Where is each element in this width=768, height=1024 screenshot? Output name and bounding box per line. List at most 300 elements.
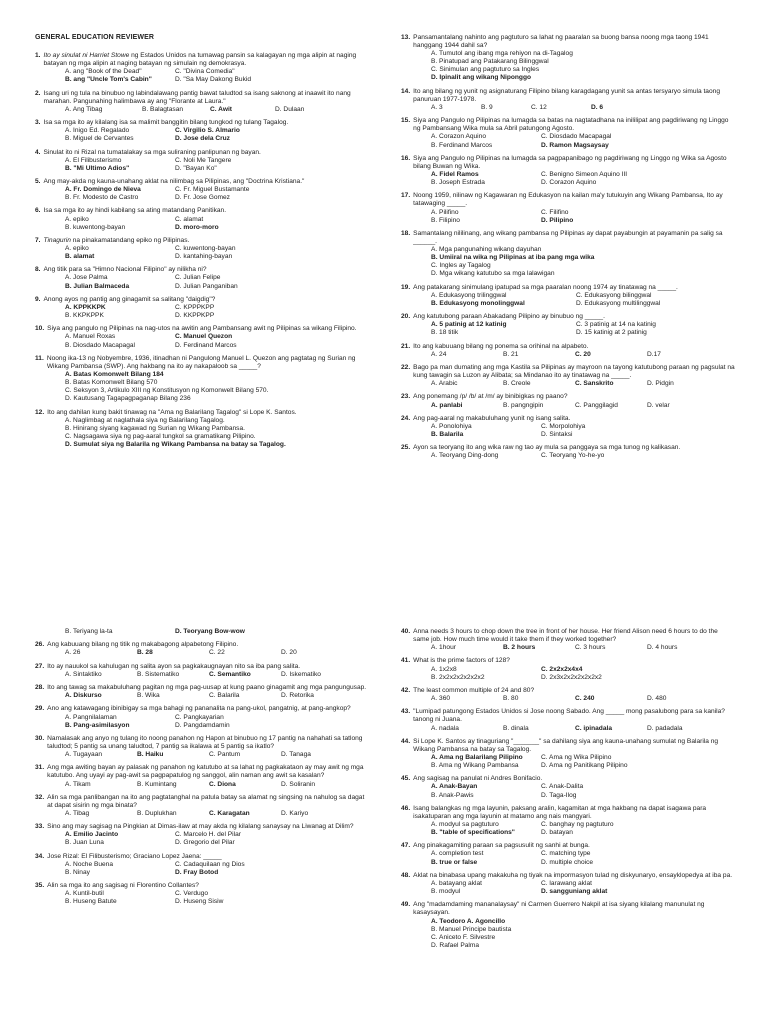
- question-number: 4.: [35, 148, 41, 156]
- choice-row: [65, 869, 369, 877]
- question-number: 31.: [35, 764, 45, 772]
- question-text-segment: na pinakamatandang epiko ng Pilipinas.: [70, 236, 190, 244]
- question-text: [47, 684, 369, 692]
- choices: [401, 50, 735, 82]
- choice-option: C. "Divina Comedia": [175, 68, 235, 76]
- question-stem: [35, 325, 369, 333]
- question-item: [35, 794, 369, 818]
- question-text-segment: Ito ay nauukol sa kahulugan ng salita ayon sa pagkakaugnayan nito sa iba pang salita.: [47, 662, 301, 670]
- choice-option: B. Duplukhan: [137, 810, 177, 817]
- choice-option: D. "Bayan Ko": [175, 164, 217, 172]
- question-text-segment: Ang titik para sa "Himno Nacional Filipino" ay nilikha ni?: [43, 266, 207, 274]
- choice-row: [65, 106, 369, 114]
- question-text: [413, 393, 735, 401]
- choice-option: B. Miguel de Cervantes: [65, 135, 134, 143]
- choice-row: [65, 417, 369, 425]
- question-text-segment: Ang ponemang /p/ /b/ at /m/ ay binibigkas ng paano?: [413, 393, 568, 401]
- choice-row: [431, 695, 735, 703]
- choice-option: D. Sintaksi: [541, 431, 573, 438]
- choice-option: D. Edukasyong multilinggwal: [576, 299, 661, 307]
- choice-option: D. Taga-Ilog: [541, 791, 577, 799]
- question-text: [44, 149, 370, 157]
- choice-option: D.17: [647, 350, 661, 358]
- choice-option: B. Hinirang siyang kagawad ng Surian ng Wikang Pambansa.: [65, 424, 245, 432]
- choice-option: A. Jose Palma: [65, 274, 108, 282]
- question-text: [44, 90, 370, 106]
- choice-row: [65, 76, 369, 84]
- question-stem: [401, 872, 735, 880]
- question-number: 15.: [401, 117, 411, 125]
- choice-option: D. "Sa May Dakong Bukid: [175, 76, 252, 84]
- choice-row: [65, 649, 369, 657]
- choice-row: [431, 423, 735, 431]
- choice-option: C. Fr. Miguel Bustamante: [175, 186, 250, 194]
- question-text-segment: Ang pag-aaral ng makabuluhang yunit ng isang salita.: [413, 414, 571, 422]
- question-item: [401, 628, 735, 652]
- question-stem: [35, 178, 369, 186]
- choice-option: A. Corazon Aquino: [431, 133, 486, 141]
- choice-option: C. Nagsagawa siya ng pag-aaral tungkol sa gramatikang Pilipino.: [65, 432, 256, 440]
- question-number: 24.: [401, 414, 411, 422]
- choice-option: C. Filifino: [541, 208, 569, 216]
- choice-option: C. Ama ng Wika Pilipino: [541, 753, 612, 761]
- choice-option: D. Corazon Aquino: [541, 179, 597, 187]
- choice-option: C. Teoryang Yo-he-yo: [541, 452, 605, 460]
- question-stem: [401, 738, 735, 754]
- choice-option: A. modyul sa pagtuturo: [431, 821, 499, 828]
- choice-option: B. 28: [137, 649, 153, 657]
- choice-option: A. Anak-Bayan: [431, 783, 478, 791]
- choices: [401, 402, 735, 410]
- choice-option: D. Gregorio del Pilar: [175, 839, 235, 847]
- question-text: [44, 178, 370, 186]
- question-text: [413, 364, 735, 380]
- question-stem: [35, 794, 369, 810]
- choice-option: A. Emilio Jacinto: [65, 831, 119, 839]
- choice-option: B. Fr. Modesto de Castro: [65, 194, 139, 202]
- question-item: [401, 343, 735, 359]
- choice-option: B. Anak-Pawis: [431, 791, 474, 799]
- question-text: [413, 775, 735, 783]
- choice-row: [65, 245, 369, 253]
- choice-row: [431, 644, 735, 652]
- choices: [401, 209, 735, 225]
- choice-option: A. 3: [431, 103, 443, 111]
- question-text-segment: Aklat na binabasa upang makakuha ng tiyak na impormasyon tulad ng diskyunaryo, ensayklopedya at iba pa.: [413, 871, 733, 879]
- choice-option: B. Creole: [503, 380, 531, 388]
- question-number: 13.: [401, 34, 411, 41]
- choice-option: B. Diosdado Macapagal: [65, 341, 136, 349]
- choice-option: A. nadala: [431, 724, 459, 732]
- question-text-segment: Ang pinakagamiting paraan sa pagsusulit ng sanhi at bunga.: [413, 842, 590, 850]
- choice-row: [431, 934, 735, 942]
- question-text-segment: Anong ayos ng pantig ang ginagamit sa salitang "daigdig"?: [43, 295, 216, 303]
- question-stem: [35, 882, 369, 890]
- question-stem: [35, 663, 369, 671]
- choice-option: B. Ama ng Wikang Pambansa: [431, 762, 519, 770]
- choices: [401, 104, 735, 112]
- choice-row: [431, 104, 735, 112]
- choice-option: B. "Mi Ultimo Adios": [65, 164, 130, 172]
- question-stem: [401, 842, 735, 850]
- question-stem: [401, 657, 735, 665]
- question-stem: [401, 155, 735, 171]
- choice-option: B. Teriyang la-ta: [65, 628, 113, 635]
- choice-option: C. Marcelo H. del Pilar: [175, 831, 241, 839]
- choices: [401, 321, 735, 337]
- choice-option: D. sangguniang aklat: [541, 888, 608, 896]
- column-bottom-right: [401, 628, 735, 955]
- choice-option: B. Pang-asimilasyon: [65, 721, 130, 729]
- question-text: [413, 284, 735, 292]
- choice-option: A. Tumutol ang ibang mga rehiyon na di-Tagalog: [431, 50, 573, 58]
- choice-option: D. Pilipino: [541, 216, 574, 224]
- question-text-segment: Bago pa man dumating ang mga Kastila sa Pilipinas ay mayroon na tayong katutubong paraan ng pagsulat na kung tawagin sa Luzon ay Alibata; sa Mindanao ito ay tinatawag na _____.: [413, 363, 735, 380]
- question-stem: [401, 775, 735, 783]
- question-text: [413, 708, 735, 724]
- choice-option: A. Tibag: [65, 810, 90, 817]
- choice-option: A. Fidel Ramos: [431, 170, 479, 178]
- choice-option: C. Seksyon 3, Artikulo XIII ng Konstitusyon ng Komonwelt Bilang 570.: [65, 387, 269, 395]
- question-text: [413, 842, 735, 850]
- choice-row: [431, 351, 735, 359]
- question-stem: [35, 355, 369, 371]
- choice-option: C. 3 patinig at 14 na katinig: [576, 321, 656, 329]
- question-text-segment: Jose Rizal: El Filibusterismo; Graciano Lopez Jaena: _____: [47, 852, 222, 860]
- question-stem: [401, 117, 735, 133]
- choice-option: A. Tikam: [65, 780, 91, 788]
- column-top-left: [35, 52, 369, 454]
- question-number: 2.: [35, 89, 41, 97]
- choice-row: [65, 194, 369, 202]
- question-stem: [401, 230, 735, 246]
- question-number: 48.: [401, 871, 411, 879]
- question-text: [44, 207, 370, 215]
- question-text: [47, 663, 369, 671]
- question-text-segment: Sino ang may sagisag na Pingkian at Dimas-ilaw at may akda ng kilalang sanaysay na Liwanag at Dilim?: [47, 823, 354, 831]
- choices: [35, 304, 369, 320]
- choice-option: B. 9: [481, 103, 493, 111]
- choice-option: C. 12: [531, 103, 547, 111]
- question-stem: [401, 628, 735, 644]
- question-number: 8.: [35, 266, 41, 274]
- choices: [401, 380, 735, 388]
- question-item: [401, 738, 735, 770]
- question-text: [47, 409, 369, 417]
- choice-option: B. Manuel Principe bautista: [431, 925, 512, 933]
- question-number: 25.: [401, 444, 411, 452]
- question-text: [413, 313, 735, 321]
- question-text-segment: Isa sa mga ito ay kilalang isa sa malimit banggitin bilang tungkod ng tulang Tagalog.: [43, 119, 289, 127]
- question-text: [44, 237, 370, 245]
- column-top-right: [401, 34, 735, 466]
- choice-option: D. Pidgin: [647, 380, 674, 388]
- question-text: [44, 52, 370, 68]
- question-stem: [401, 364, 735, 380]
- question-text: [47, 735, 369, 751]
- choice-option: B. "table of specifications": [431, 829, 515, 837]
- question-text: [44, 266, 370, 274]
- question-text-segment: Noong ika-13 ng Nobyembre, 1936, itinadhan ni Pangulong Manuel L. Quezon ang pagtatag ng Surian ng Wikang Pambansa (SWP). Ang hakbang na ito ay nakapaloob sa _____?: [46, 354, 356, 370]
- choices: [35, 333, 369, 349]
- question-item: [35, 237, 369, 261]
- question-stem: [35, 119, 369, 127]
- question-text-segment: Anna needs 3 hours to chop down the tree in front of her house. Her friend Alison need 6 hours to do the same job. How much time would it take them if they worked together?: [413, 628, 718, 644]
- choice-option: A. Naglimbag at naglathala siya ng Balarilang Tagalog.: [65, 416, 225, 424]
- choice-option: A. Ang Tibag: [65, 105, 103, 113]
- choice-option: B. KKPKPPK: [65, 312, 104, 320]
- choice-option: C. matching type: [541, 850, 591, 858]
- question-number: 45.: [401, 775, 411, 783]
- choice-row: [431, 725, 735, 733]
- choice-row: [65, 714, 369, 722]
- choice-option: C. ipinadala: [575, 724, 613, 732]
- choice-row: [431, 792, 735, 800]
- question-item: [401, 687, 735, 703]
- choice-option: D. Ferdinand Marcos: [175, 341, 237, 349]
- choice-option: B. 21: [503, 350, 519, 358]
- choices: [401, 452, 735, 460]
- choice-row: [431, 926, 735, 934]
- question-item: [401, 117, 735, 149]
- question-stem: [401, 88, 735, 104]
- choice-row: [65, 890, 369, 898]
- choice-option: D. Kariyo: [281, 810, 309, 817]
- choice-row: [431, 217, 735, 225]
- choice-option: B. Haiku: [137, 751, 164, 759]
- choices: [35, 186, 369, 202]
- choice-row: [431, 666, 735, 674]
- question-text-segment: Ang "madamdaming mananalaysay" ni Carmen Guerrero Nakpil at isa siyang kilalang manunulat ng kasaysayan.: [413, 901, 705, 917]
- choice-option: D. 20: [281, 649, 297, 657]
- choice-option: D. Rafael Palma: [431, 941, 480, 949]
- choices: [401, 754, 735, 770]
- question-text-segment: ng Estados Unidos na tumawag pansin sa kalagayan ng mga alipin at naging batayan ng mga alipin at naging batayan ng simulain ng demokrasya.: [43, 52, 357, 68]
- question-number: 18.: [401, 229, 411, 237]
- choice-option: D. Soliranin: [281, 780, 316, 788]
- question-item: [35, 663, 369, 679]
- choices: [401, 918, 735, 950]
- choice-option: A. Pilifino: [431, 208, 459, 216]
- question-text: [47, 853, 369, 861]
- question-number: 26.: [35, 641, 45, 649]
- choice-option: D. 6: [591, 103, 604, 111]
- choice-option: B. dinala: [503, 724, 529, 732]
- choice-option: D. multiple choice: [541, 858, 594, 866]
- choice-row: [431, 179, 735, 187]
- choice-row: [431, 829, 735, 837]
- choice-row: [431, 754, 735, 762]
- question-text: [413, 657, 735, 665]
- question-item: [401, 842, 735, 866]
- choice-option: C. Karagatan: [209, 810, 250, 817]
- question-stem: [35, 853, 369, 861]
- question-text-segment: Siya ang pangulo ng Pilipinas na nag-utos na awitin ang Pambansang awit ng Pilipinas sa wikang Filipino.: [47, 325, 357, 333]
- choice-row: [431, 66, 735, 74]
- question-number: 16.: [401, 154, 411, 162]
- choice-option: A. Teoryang Ding-dong: [431, 452, 499, 460]
- question-stem: [35, 149, 369, 157]
- choice-option: B. 80: [503, 695, 519, 703]
- choices: [401, 171, 735, 187]
- choice-option: D. batayan: [541, 829, 573, 837]
- choice-option: B. ang "Uncle Tom's Cabin": [65, 76, 152, 84]
- question-text-segment: Ito ang tawag sa makabuluhang pagitan ng mga pag-uusap at kung paano ginagamit ang mga pangungusap.: [47, 684, 367, 692]
- question-number: 29.: [35, 705, 45, 713]
- choice-option: A. completion test: [431, 850, 484, 858]
- choice-option: B. pangngipin: [503, 401, 544, 409]
- question-text-segment: Pansamantalang nahinto ang pagtuturo sa lahat ng paaralan sa buong bansa noong mga taong 1941 hanggang 1944 dahil sa?: [413, 34, 709, 50]
- choices: [35, 371, 369, 403]
- question-text-segment: Ayon sa teoryang ito ang wika raw ng tao ay mula sa panggaya sa mga tunog ng kalikasan.: [413, 444, 681, 452]
- question-stem: [35, 52, 369, 68]
- choice-option: B. Wika: [137, 692, 160, 700]
- choice-option: D. Retorika: [281, 692, 314, 700]
- choice-option: B. Batas Komonwelt Bilang 570: [65, 379, 158, 387]
- choice-option: A. Manuel Roxas: [65, 333, 116, 341]
- question-text: [413, 88, 735, 104]
- choice-option: C. Julian Felipe: [175, 274, 221, 282]
- choice-row: [431, 292, 735, 300]
- choice-option: D. Tanaga: [281, 751, 311, 759]
- choice-option: D. Fray Botod: [175, 868, 219, 876]
- question-number: 1.: [35, 52, 41, 59]
- choice-row: [65, 433, 369, 441]
- choice-option: B. Balagtasan: [142, 105, 184, 113]
- choice-row: [431, 142, 735, 150]
- question-text: [44, 119, 370, 127]
- choice-option: A. El Filibusterismo: [65, 156, 122, 164]
- question-item: [35, 149, 369, 173]
- choice-row: [65, 379, 369, 387]
- choice-option: D. 480: [647, 695, 667, 703]
- question-number: 42.: [401, 686, 411, 694]
- question-number: 35.: [35, 882, 45, 890]
- question-stem: [35, 823, 369, 831]
- choice-option: C. Awit: [210, 105, 232, 113]
- question-stem: [35, 90, 369, 106]
- choice-row: [65, 371, 369, 379]
- choice-row: [431, 880, 735, 888]
- choice-option: C. Anak-Dalita: [541, 783, 584, 791]
- question-text-segment: Ang mga awiting bayan ay palasak ng panahon ng katutubo at sa lahat ng pagkakataon ay may awit ng mga katutubo. Ang uyayi ay pag-awit sa pagpapatulog ng sanggol, alin naman ang awit sa kasalan?: [47, 764, 364, 780]
- question-stem: [401, 901, 735, 917]
- choice-row: [431, 402, 735, 410]
- question-number: 14.: [401, 87, 411, 95]
- question-text-segment: Ang sagisag na panulat ni Andres Bonifacio.: [413, 775, 543, 783]
- choice-row: [65, 304, 369, 312]
- choice-option: C. Ingles ay Tagalog: [431, 262, 491, 270]
- question-text: [47, 794, 369, 810]
- question-number: 44.: [401, 737, 411, 745]
- choices: [35, 628, 369, 636]
- choice-row: [65, 861, 369, 869]
- choice-option: B. alamat: [65, 253, 95, 261]
- question-number: 34.: [35, 852, 45, 860]
- choice-option: A. Noche Buena: [65, 860, 114, 868]
- choice-row: [65, 395, 369, 403]
- choice-row: [65, 839, 369, 847]
- choices: [401, 821, 735, 837]
- choice-option: B. Edukasyong monolinggwal: [431, 299, 525, 307]
- choice-row: [65, 692, 369, 700]
- question-text-segment: Samantalang nililinang, ang wikang pambansa ng Pilipinas ay dapat payabungin at payamanin pa salig sa ______.: [413, 229, 723, 245]
- question-number: 10.: [35, 325, 45, 333]
- question-number: 41.: [401, 657, 411, 665]
- choice-option: A. Diskurso: [65, 692, 102, 700]
- choices: [35, 417, 369, 449]
- choice-option: C. Semantiko: [209, 670, 251, 678]
- choice-row: [65, 127, 369, 135]
- choice-row: [431, 329, 735, 337]
- choice-row: [65, 283, 369, 291]
- choices: [35, 671, 369, 679]
- question-item: [401, 34, 735, 83]
- question-stem: [35, 705, 369, 713]
- choice-option: C. alamat: [175, 215, 204, 223]
- question-text: [413, 687, 735, 695]
- question-text-segment: Isang balangkas ng mga layunin, paksang aralin, kagamitan at mga hakbang na dapat isagawa para isakatuparan ang mga layunin at matamo ang nais mangyari.: [413, 804, 707, 820]
- choice-option: C. Noli Me Tangere: [175, 156, 232, 164]
- question-text-segment: Siya ang Pangulo ng Pilipinas na lumagda sa pagpapanibago ng pagdiriwang ng Linggo ng Wika sa Agosto bilang Buwan ng Wika.: [413, 154, 727, 170]
- choice-option: D. KKPPKPP: [175, 312, 215, 320]
- choice-row: [65, 751, 369, 759]
- choice-option: B. Julian Balmaceda: [65, 282, 130, 290]
- choice-option: C. Sinimulan ang pagtuturo sa Ingles: [431, 66, 540, 74]
- choice-option: B. Joseph Estrada: [431, 179, 485, 187]
- question-text-segment: "Lumipad patungong Estados Unidos si Jose noong Sabado. Ang _____ mong pasalubong para sa kanila? tanong ni Juana.: [413, 708, 725, 724]
- choice-option: D. Ipinalit ang wikang Niponggo: [431, 74, 532, 82]
- choice-option: B. Umiiral na wika ng Pilipinas at iba pang mga wika: [431, 254, 595, 262]
- question-number: 32.: [35, 793, 45, 801]
- choice-row: [65, 628, 369, 636]
- question-text: [413, 343, 735, 351]
- question-number: 7.: [35, 236, 41, 244]
- choice-option: A. 360: [431, 695, 451, 703]
- question-item: [35, 355, 369, 404]
- question-stem: [35, 735, 369, 751]
- question-item: [35, 764, 369, 788]
- question-text-segment: Sinulat ito ni Rizal na tumatalakay sa mga suliraning panlipunan ng bayan.: [43, 148, 261, 156]
- question-stem: [35, 296, 369, 304]
- question-item: [35, 119, 369, 143]
- question-text-segment: Ito ang dahilan kung bakit tinawag na "Ama ng Balarilang Tagalog" si Lope K. Santos.: [47, 408, 297, 416]
- choices: [35, 861, 369, 877]
- question-text: [413, 805, 735, 821]
- choice-option: D. Teoryang Bow-wow: [175, 628, 245, 635]
- choices: [401, 666, 735, 682]
- choices: [35, 751, 369, 759]
- question-item: [35, 409, 369, 449]
- choice-row: [65, 722, 369, 730]
- question-text-segment: Isa sa mga ito ay hindi kabilang sa ating matandang Panitikan.: [43, 207, 227, 215]
- question-item: [401, 805, 735, 837]
- question-item: [401, 364, 735, 388]
- choices: [401, 644, 735, 652]
- question-number: 19.: [401, 283, 411, 291]
- choice-option: C. Benigno Simeon Aquino III: [541, 170, 628, 178]
- choice-option: C. Aniceto F. Silvestre: [431, 933, 496, 941]
- choice-row: [65, 216, 369, 224]
- question-stem: [401, 34, 735, 50]
- choice-row: [65, 387, 369, 395]
- choice-option: A. 5 patinig at 12 katinig: [431, 321, 507, 329]
- choice-row: [431, 58, 735, 66]
- question-text-segment: Ano ang katawagang ibinibigay sa mga bahagi ng pananalita na pang-ukol, pangatnig, at pang-angkop?: [47, 705, 351, 713]
- question-text-segment: Alin sa mga panlibangan na ito ang pagtatanghal na patula batay sa alamat ng singsing na nahulog sa dagat at dapat sisirin ng mga binata?: [47, 793, 365, 809]
- choices: [401, 423, 735, 439]
- question-stem: [401, 393, 735, 401]
